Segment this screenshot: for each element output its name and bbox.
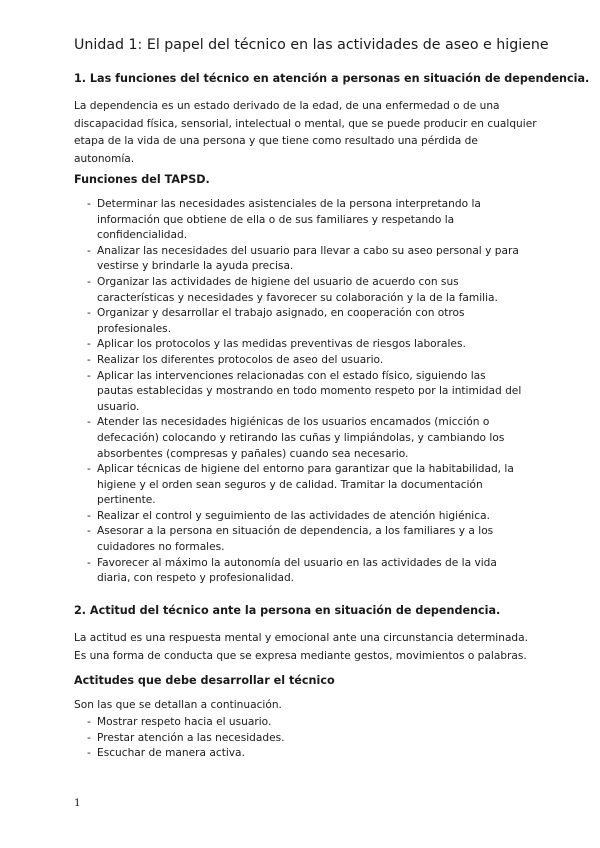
list-line: Realizar el control y seguimiento de las actividades de atención higiénica. (97, 509, 490, 522)
attitudes-subheading: Actitudes que debe desarrollar el técnico (74, 674, 335, 687)
list-line: Determinar las necesidades asistenciales de la persona interpretando la (97, 198, 481, 210)
bullet-dash: - (87, 244, 91, 257)
list-line: vestirse y brindarle la ayuda precisa. (97, 260, 294, 273)
list-line: características y necesidades y favorecer su colaboración y la de la familia. (97, 291, 498, 304)
paragraph-line: discapacidad física, sensorial, intelectual o mental, que se puede producir en cualquier (74, 117, 537, 130)
bullet-dash: - (87, 307, 91, 320)
list-line: Aplicar los protocolos y las medidas preventivas de riesgos laborales. (97, 338, 466, 351)
paragraph-line: Son las que se detallan a continuación. (74, 699, 282, 711)
bullet-dash: - (87, 525, 91, 538)
list-item (74, 746, 544, 762)
page-number: 1 (74, 797, 81, 809)
list-item (74, 509, 544, 525)
list-line: Aplicar técnicas de higiene del entorno para garantizar que la habitabilidad, la (97, 463, 514, 476)
list-line: Realizar los diferentes protocolos de aseo del usuario. (97, 353, 384, 366)
paragraph-line: La dependencia es un estado derivado de la edad, de una enfermedad o de una (74, 100, 500, 112)
document-title: Unidad 1: El papel del técnico en las actividades de aseo e higiene (74, 37, 549, 53)
section-2-heading: 2. Actitud del técnico ante la persona en situación de dependencia. (74, 604, 501, 617)
list-line: Mostrar respeto hacia el usuario. (97, 716, 272, 728)
list-item (74, 306, 544, 337)
functions-subheading: Funciones del TAPSD. (74, 173, 210, 186)
bullet-dash: - (87, 353, 91, 366)
list-line: Asesorar a la persona en situación de dependencia, a los familiares y a los (97, 525, 494, 538)
list-line: Escuchar de manera activa. (97, 747, 245, 760)
attitudes-intro (74, 697, 534, 715)
list-item (74, 337, 544, 353)
bullet-dash: - (87, 463, 91, 476)
list-line: defecación) colocando y retirando las cuñas y limpiándolas, y cambiando los (97, 431, 505, 444)
attitudes-list (74, 715, 544, 762)
bullet-dash: - (87, 509, 91, 522)
list-item (74, 244, 544, 275)
list-line: Atender las necesidades higiénicas de los usuarios encamados (micción o (97, 416, 490, 429)
functions-list (74, 197, 544, 587)
list-item (74, 415, 544, 462)
list-line: Prestar atención a las necesidades. (97, 731, 285, 744)
paragraph-line: La actitud es una respuesta mental y emocional ante una circunstancia determinada. (74, 632, 529, 644)
bullet-dash: - (87, 731, 91, 744)
bullet-dash: - (87, 416, 91, 429)
paragraph-line: etapa de la vida de una persona y que tiene como resultado una pérdida de (74, 135, 478, 147)
bullet-dash: - (87, 338, 91, 351)
list-line: Organizar las actividades de higiene del usuario de acuerdo con sus (97, 275, 459, 288)
list-line: diaria, con respeto y profesionalidad. (97, 572, 295, 585)
bullet-dash: - (87, 747, 91, 760)
list-line: pautas establecidas y mostrando en todo momento respeto por la intimidad del (97, 385, 522, 398)
bullet-dash: - (87, 275, 91, 288)
paragraph-line: Es una forma de conducta que se expresa mediante gestos, movimientos o palabras. (74, 649, 527, 662)
list-line: profesionales. (97, 322, 172, 335)
list-item (74, 369, 544, 416)
bullet-dash: - (87, 556, 91, 569)
list-line: absorbentes (compresas y pañales) cuando sea necesario. (97, 447, 409, 460)
list-line: Aplicar las intervenciones relacionadas con el estado físico, siguiendo las (97, 369, 486, 382)
section-1-heading: 1. Las funciones del técnico en atención a personas en situación de dependencia. (74, 72, 590, 85)
section-2-paragraph (74, 630, 534, 665)
section-1-paragraph (74, 98, 537, 168)
list-line: higiene y el orden sean seguros y de calidad. Tramitar la documentación (97, 478, 483, 491)
list-line: Organizar y desarrollar el trabajo asignado, en cooperación con otros (97, 307, 465, 320)
list-line: confidencialidad. (97, 229, 188, 242)
list-line: cuidadores no formales. (97, 541, 225, 554)
list-line: información que obtiene de ella o de sus familiares y respetando la (97, 213, 455, 226)
list-item (74, 731, 544, 747)
list-line: Favorecer al máximo la autonomía del usuario en las actividades de la vida (97, 556, 497, 569)
list-line: usuario. (97, 400, 140, 413)
list-item (74, 197, 544, 244)
list-line: pertinente. (97, 494, 156, 507)
bullet-dash: - (87, 369, 91, 382)
bullet-dash: - (87, 198, 91, 210)
bullet-dash: - (87, 716, 91, 728)
list-line: Analizar las necesidades del usuario para llevar a cabo su aseo personal y para (97, 244, 519, 257)
list-item (74, 462, 544, 509)
list-item (74, 715, 544, 731)
list-item (74, 524, 544, 555)
list-item (74, 556, 544, 587)
list-item (74, 275, 544, 306)
list-item (74, 353, 544, 369)
paragraph-line: autonomía. (74, 152, 135, 165)
